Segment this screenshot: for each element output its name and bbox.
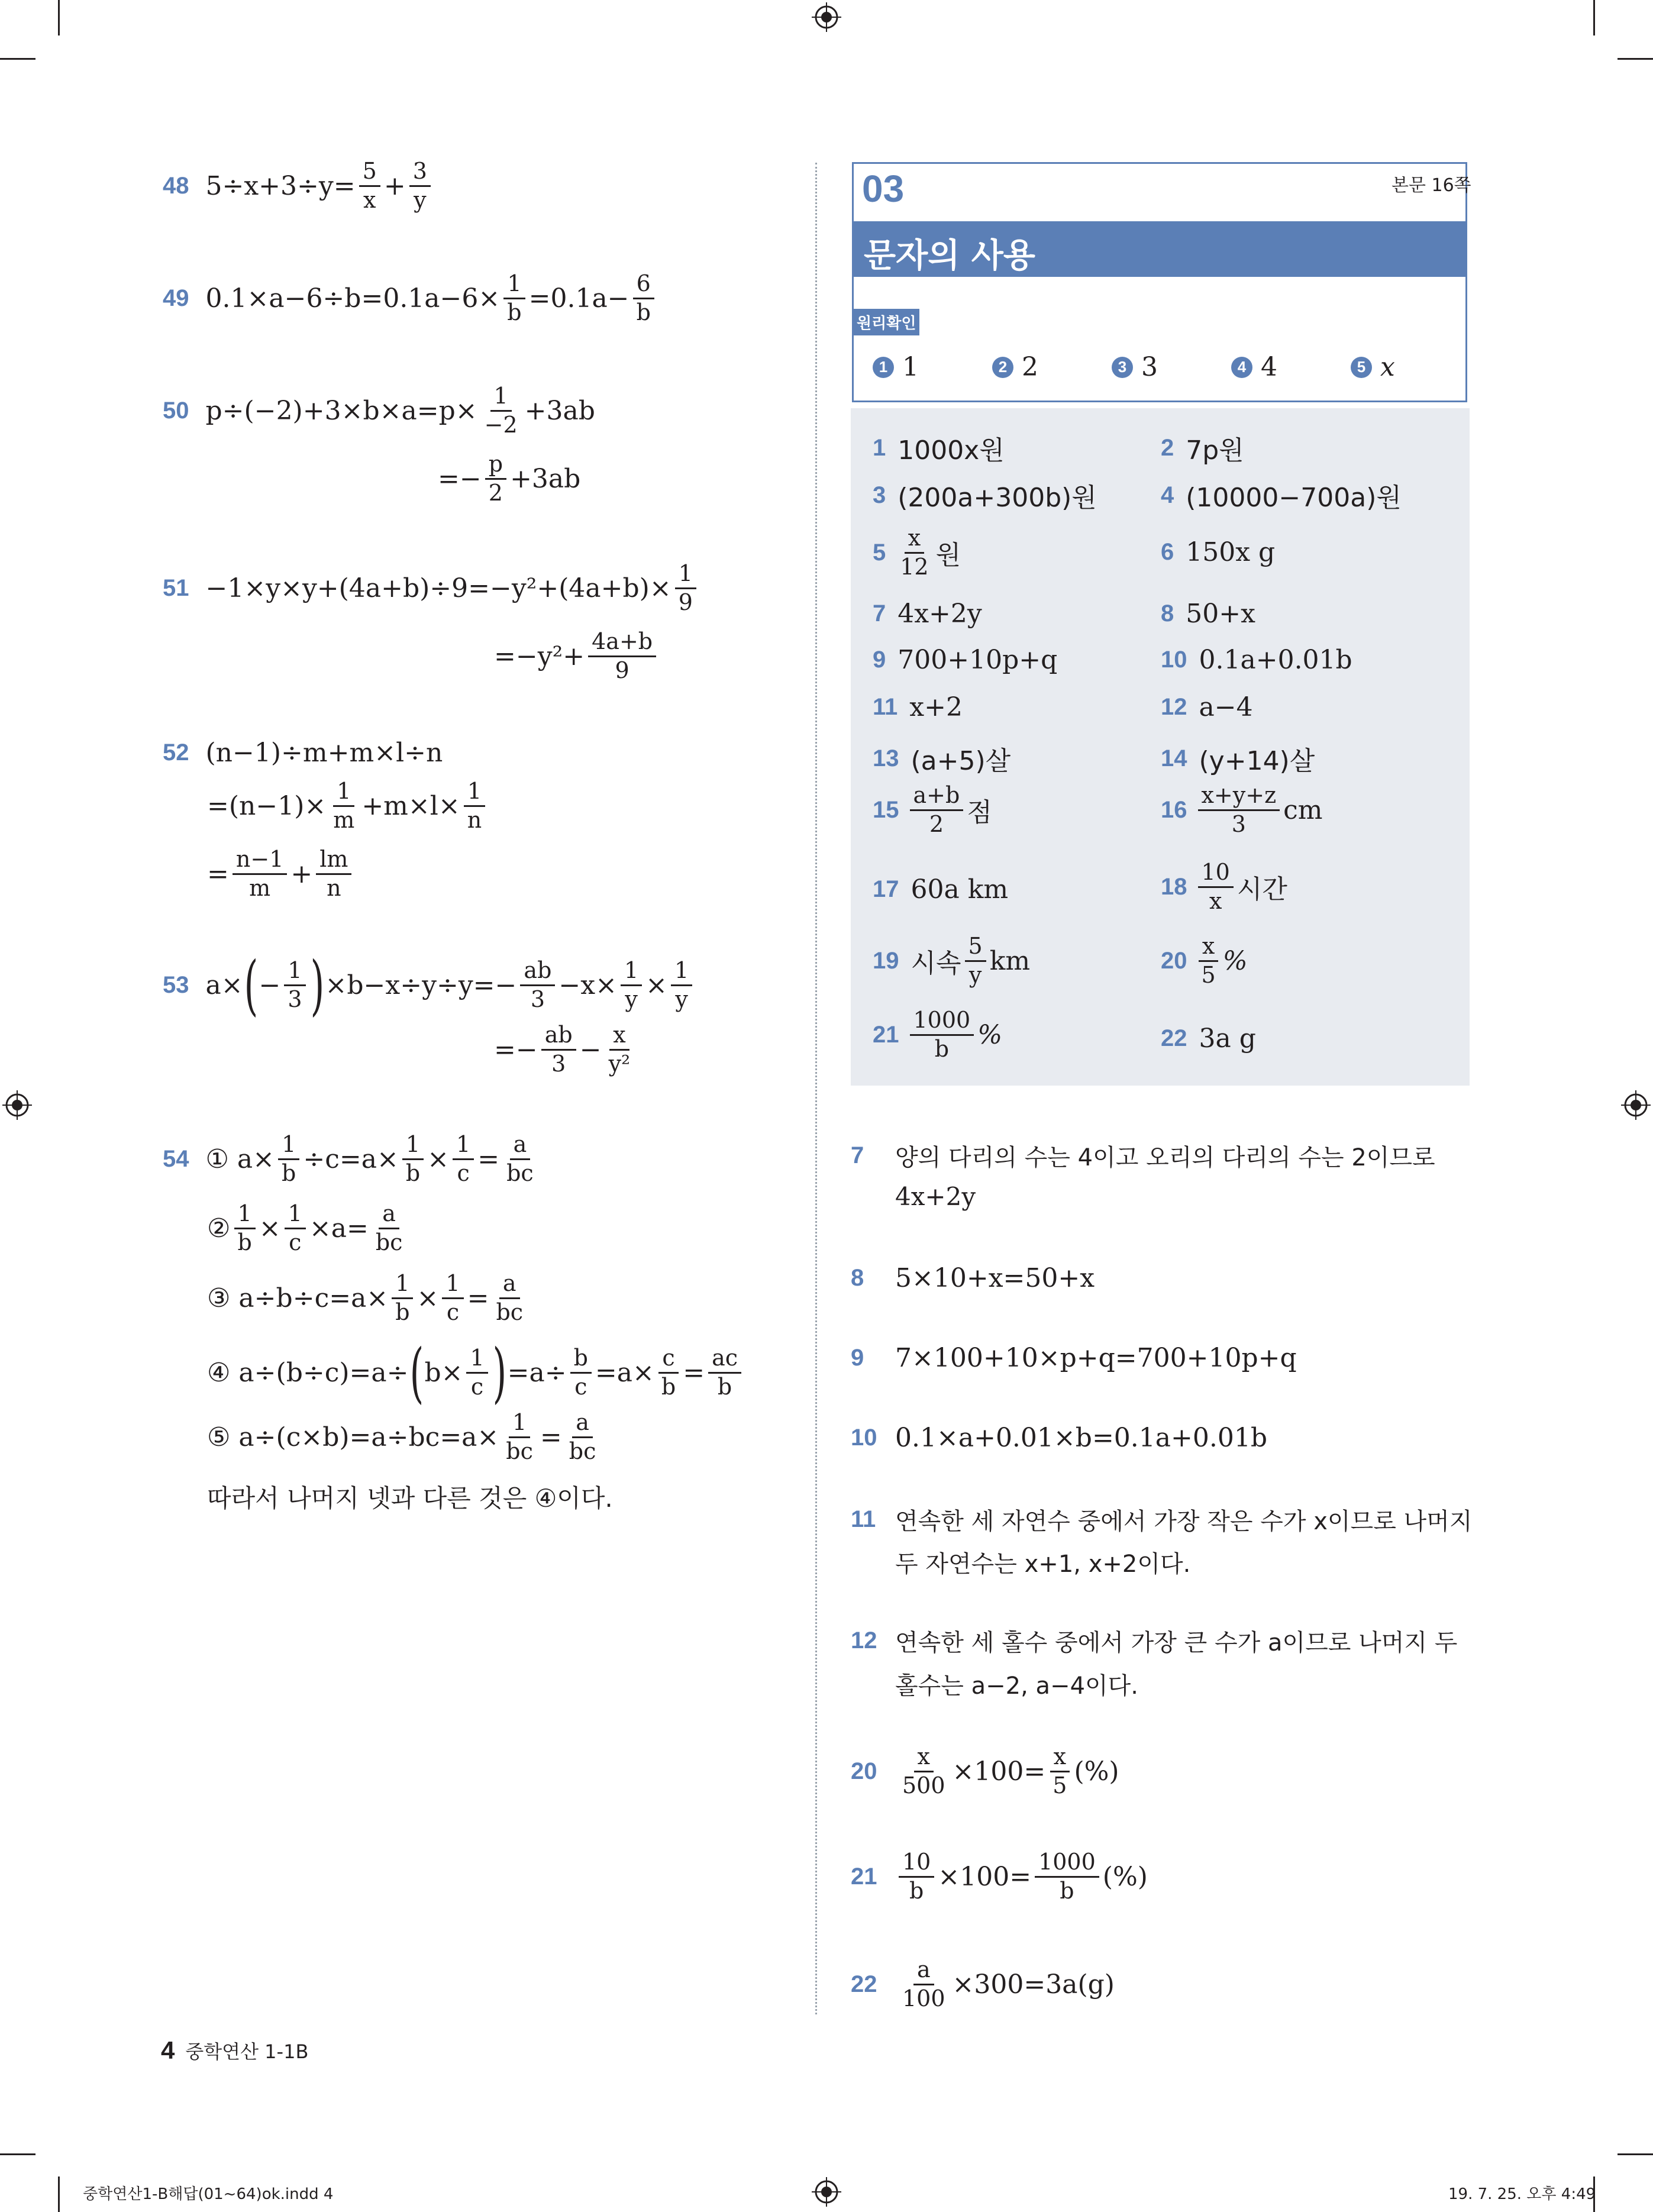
- crop-mark: [0, 2153, 35, 2155]
- problem-number: 49: [163, 285, 189, 311]
- check-item-1: 1 1: [873, 352, 919, 382]
- problem-51: 51 −1×y×y+(4a+b)÷9=−y²+(4a+b)× $\frac{1}{9}$: [163, 562, 700, 615]
- problem-53: 53 a× ( − $\frac{1}{3}$ ) ×b−x÷y÷y=− $\frac{ab}{3}$ −x× $\frac{1}{y}$ × $\frac{1}{y}$: [163, 952, 696, 1018]
- answer-10: 10 0.1a+0.01b: [1161, 645, 1352, 675]
- answer-4: 4 (10000−700a)원: [1161, 482, 1402, 513]
- answer-17: 17 60a km: [873, 874, 1009, 905]
- problem-54-choice-1: 54 ① a× $\frac{1}{b}$ ÷c=a× $\frac{1}{b}$ × $\frac{1}{c}$ = $\frac{a}{bc}$: [163, 1131, 534, 1186]
- expr: 5÷x+3÷y=: [205, 170, 356, 201]
- explain-12-line2: 홀수는 a−2, a−4이다.: [895, 1672, 1139, 1700]
- registration-mark-icon: [812, 2177, 841, 2207]
- print-timestamp: 19. 7. 25. 오후 4:49: [1448, 2185, 1596, 2203]
- explain-11: 11 연속한 세 자연수 중에서 가장 작은 수가 x이므로 나머지: [851, 1506, 1473, 1535]
- problem-54-choice-2: ② $\frac{1}{b}$ × $\frac{1}{c}$ ×a= $\frac{a}{bc}$: [207, 1200, 403, 1255]
- problem-54-conclusion: 따라서 나머지 넷과 다른 것은 ④이다.: [207, 1484, 613, 1513]
- explain-21: 21 $\frac{10}{b}$ ×100= $\frac{1000}{b}$ (%): [851, 1849, 1148, 1904]
- answer-6: 6 150x g: [1161, 537, 1276, 567]
- check-item-5: 5 x: [1351, 352, 1395, 382]
- answer-22: 22 3a g: [1161, 1023, 1256, 1054]
- answer-12: 12 a−4: [1161, 692, 1253, 722]
- explain-12: 12 연속한 세 홀수 중에서 가장 큰 수가 a이므로 나머지 두: [851, 1627, 1458, 1656]
- problem-50: 50 p÷(−2)+3×b×a=p× $\frac{1}{-2}$ +3ab: [163, 383, 595, 438]
- answer-2: 2 7p원: [1161, 434, 1244, 466]
- answer-7: 7 4x+2y: [873, 599, 982, 629]
- file-name: 중학연산1-B해답(01~64)ok.indd 4: [83, 2185, 334, 2203]
- answer-21: 21 $\frac{1000}{b}$ %: [873, 1007, 1003, 1062]
- answer-19: 19 시속 $\frac{5}{y}$ km: [873, 933, 1031, 988]
- answer-1: 1 1000x원: [873, 434, 1005, 466]
- answer-11: 11 x+2: [873, 692, 963, 722]
- explain-11-line2: 두 자연수는 x+1, x+2이다.: [895, 1551, 1191, 1578]
- problem-52: 52 (n−1)÷m+m×l÷n: [163, 738, 443, 768]
- explain-7: 7 양의 다리의 수는 4이고 오리의 다리의 수는 2이므로: [851, 1142, 1435, 1171]
- answer-18: 18 $\frac{10}{x}$ 시간: [1161, 859, 1287, 914]
- answer-8: 8 50+x: [1161, 599, 1255, 629]
- answer-16: 16 $\frac{x+y+z}{3}$ cm: [1161, 782, 1323, 837]
- problem-53-line2: =− $\frac{ab}{3}$ − $\frac{x}{\text{y²}}$: [494, 1022, 631, 1077]
- check-item-2: 2 2: [992, 352, 1038, 382]
- crop-mark: [1618, 58, 1653, 60]
- problem-52-line2: =(n−1)× $\frac{1}{m}$ +m×l× $\frac{1}{n}$: [207, 780, 489, 832]
- section-number: 03: [862, 167, 905, 210]
- explain-8: 8 5×10+x=50+x: [851, 1263, 1095, 1293]
- problem-number: 50: [163, 397, 189, 424]
- crop-mark: [58, 0, 60, 35]
- problem-number: 52: [163, 740, 189, 766]
- problem-54-choice-5: ⑤ a÷(c×b)=a÷bc=a× $\frac{1}{bc}$ = $\frac{a}{bc}$: [207, 1409, 596, 1464]
- registration-mark-icon: [812, 2, 841, 32]
- answer-15: 15 $\frac{a+b}{2}$ 점: [873, 782, 992, 837]
- crop-mark: [1593, 0, 1595, 35]
- explain-9: 9 7×100+10×p+q=700+10p+q: [851, 1343, 1297, 1373]
- explain-20: 20 $\frac{x}{500}$ ×100= $\frac{x}{5}$ (%): [851, 1743, 1119, 1798]
- problem-number: 54: [163, 1145, 189, 1172]
- registration-mark-icon: [1621, 1090, 1651, 1120]
- check-item-4: 4 4: [1231, 352, 1277, 382]
- page-number: 4: [161, 2036, 175, 2064]
- explain-7-line2: 4x+2y: [895, 1182, 976, 1211]
- problem-48: 48 5÷x+3÷y= $\frac{5}{x}$ + $\frac{3}{y}$: [163, 160, 434, 212]
- problem-50-line2: =− $\frac{p}{2}$ +3ab: [438, 451, 581, 506]
- check-item-3: 3 3: [1112, 352, 1158, 382]
- problem-52-line3: = $\frac{n-1}{m}$ + $\frac{lm}{n}$: [207, 848, 355, 900]
- crop-mark: [0, 58, 35, 60]
- book-title: 중학연산 1-1B: [185, 2040, 309, 2063]
- problem-number: 53: [163, 971, 189, 998]
- registration-mark-icon: [2, 1090, 32, 1120]
- answer-3: 3 (200a+300b)원: [873, 482, 1097, 513]
- answer-13: 13 (a+5)살: [873, 745, 1011, 776]
- crop-mark: [1618, 2153, 1653, 2155]
- answer-9: 9 700+10p+q: [873, 645, 1058, 675]
- answer-5: 5 $\frac{x}{12}$ 원: [873, 525, 961, 580]
- answer-20: 20 $\frac{x}{5}$ %: [1161, 933, 1248, 988]
- problem-49: 49 0.1×a−6÷b=0.1a−6× $\frac{1}{b}$ =0.1a− $\frac{6}{b}$: [163, 272, 658, 325]
- problem-54-choice-4: ④ a÷(b÷c)=a÷ ( b× $\frac{1}{c}$ ) =a÷ $\frac{b}{c}$ =a× $\frac{c}{b}$ = $\frac{ac}{b}$: [207, 1340, 745, 1405]
- page-ref: 본문 16쪽: [1392, 175, 1471, 196]
- answer-14: 14 (y+14)살: [1161, 745, 1315, 776]
- problem-54-choice-3: ③ a÷b÷c=a× $\frac{1}{b}$ × $\frac{1}{c}$ = $\frac{a}{bc}$: [207, 1270, 524, 1325]
- problem-number: 48: [163, 172, 189, 199]
- check-label: 원리확인: [853, 309, 919, 335]
- column-divider: [815, 163, 817, 2014]
- page-footer: [161, 2036, 308, 2065]
- crop-mark: [58, 2177, 60, 2212]
- explain-10: 10 0.1×a+0.01×b=0.1a+0.01b: [851, 1423, 1268, 1453]
- explain-22: 22 $\frac{a}{100}$ ×300=3a(g): [851, 1956, 1115, 2011]
- problem-51-line2: =−y²+ $\frac{4a+b}{9}$: [494, 630, 660, 683]
- problem-number: 51: [163, 574, 189, 601]
- section-title: 문자의 사용: [864, 237, 1035, 275]
